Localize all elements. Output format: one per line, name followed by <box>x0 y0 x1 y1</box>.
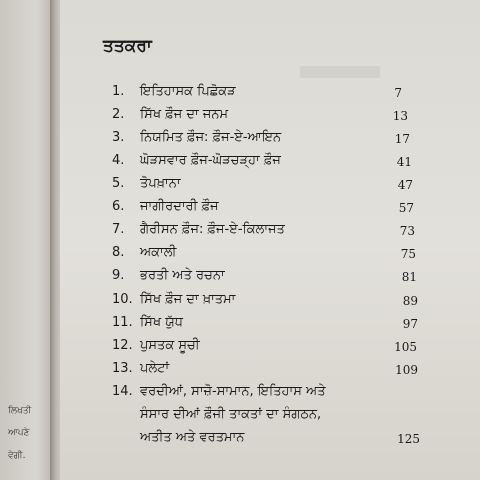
toc-heading: ਤਤਕਰਾ <box>103 36 152 56</box>
toc-entry <box>112 107 228 122</box>
toc-entry-number: 14. <box>112 384 133 399</box>
toc-entry <box>112 222 285 237</box>
toc-entry <box>112 338 200 353</box>
toc-entry-page: 105 <box>394 340 417 354</box>
toc-entry-number: 10. <box>112 292 133 307</box>
toc-entry-number: 8. <box>112 245 125 260</box>
toc-entry-number: 6. <box>112 199 125 214</box>
toc-entry-number: 2. <box>112 107 125 122</box>
toc-entry-number: 9. <box>112 268 125 283</box>
toc-entry-title-line: ਵਰਦੀਆਂ, ਸਾਜ਼ੋ-ਸਾਮਾਨ, ਇਤਿਹਾਸ ਅਤੇ <box>140 384 326 399</box>
toc-entry-page: 125 <box>397 432 420 446</box>
toc-entry-title: ਇਤਿਹਾਸਕ ਪਿਛੋਕੜ <box>140 84 236 99</box>
left-page-fragment: ਆਪਣੇ <box>8 428 30 438</box>
toc-entry <box>112 199 219 214</box>
toc-entry-page: 17 <box>394 132 410 146</box>
toc-entry-number: 4. <box>112 153 125 168</box>
toc-entry-page: 47 <box>397 178 413 192</box>
toc-entry <box>112 268 225 283</box>
toc-entry-number: 13. <box>112 361 133 376</box>
toc-entry-title: ਘੋੜਸਵਾਰ ਫ਼ੌਜ-ਘੋੜਚੜ੍ਹਾ ਫ਼ੌਜ <box>140 153 281 168</box>
toc-entry-page: 73 <box>399 224 415 238</box>
toc-entry-number: 3. <box>112 130 125 145</box>
toc-entry-page: 75 <box>400 247 416 261</box>
toc-entry <box>112 292 235 307</box>
toc-entry-number: 12. <box>112 338 133 353</box>
toc-entry-page: 97 <box>402 317 418 331</box>
toc-entry-title: ਤੋਪਖ਼ਾਨਾ <box>140 176 181 191</box>
toc-entry-page: 41 <box>396 155 412 169</box>
toc-entry <box>112 153 281 168</box>
toc-entry <box>112 384 326 399</box>
toc-entry-page: 57 <box>398 201 414 215</box>
toc-entry-page: 7 <box>394 86 402 100</box>
toc-entry <box>112 176 181 191</box>
toc-entry <box>112 130 281 145</box>
toc-entry <box>112 315 183 330</box>
left-page <box>0 0 52 480</box>
toc-entry <box>112 245 176 260</box>
toc-entry-number: 7. <box>112 222 125 237</box>
toc-entry-title-line: ਸੰਸਾਰ ਦੀਆਂ ਫ਼ੌਜੀ ਤਾਕਤਾਂ ਦਾ ਸੰਗਠਨ, <box>140 407 322 422</box>
toc-entry-title: ਅਕਾਲੀ <box>140 245 177 260</box>
toc-entry-page: 89 <box>402 294 418 308</box>
toc-entry-number: 5. <box>112 176 125 191</box>
left-page-fragment: ਵੇਗੀ. <box>8 451 26 461</box>
toc-entry <box>112 84 236 99</box>
toc-entry-page: 13 <box>392 109 408 123</box>
toc-entry-page: 81 <box>401 270 417 284</box>
toc-entry-number: 1. <box>112 84 125 99</box>
toc-entry-title-line: ਅਤੀਤ ਅਤੇ ਵਰਤਮਾਨ <box>140 430 245 445</box>
toc-entry-title: ਭਰਤੀ ਅਤੇ ਰਚਨਾ <box>140 268 225 283</box>
toc-entry-title: ਨਿਯਮਿਤ ਫ਼ੌਜ: ਫ਼ੌਜ-ਏ-ਆਇਨ <box>140 130 282 145</box>
bleed-through-text <box>300 66 380 78</box>
toc-entry <box>112 361 169 376</box>
left-page-fragment: ਲਿਖਤੀ <box>8 406 32 416</box>
toc-entry-title: ਸਿੱਖ ਯੁੱਧ <box>140 315 183 330</box>
toc-entry-title: ਜਾਗੀਰਦਾਰੀ ਫ਼ੌਜ <box>140 199 219 214</box>
toc-entry-title: ਸਿੱਖ ਫ਼ੌਜ ਦਾ ਜਨਮ <box>140 107 228 122</box>
toc-entry-title: ਪੁਸਤਕ ਸੂਚੀ <box>140 338 200 353</box>
toc-entry-title: ਗੈਰੀਸਨ ਫ਼ੌਜ: ਫ਼ੌਜ-ਏ-ਕਿਲਾਜਤ <box>140 222 285 237</box>
toc-entry-title: ਪਲੇਟਾਂ <box>140 361 170 376</box>
toc-entry-title: ਸਿੱਖ ਫ਼ੌਜ ਦਾ ਖ਼ਾਤਮਾ <box>140 292 236 307</box>
toc-entry-page: 109 <box>395 363 418 377</box>
toc-entry-number: 11. <box>112 315 133 330</box>
